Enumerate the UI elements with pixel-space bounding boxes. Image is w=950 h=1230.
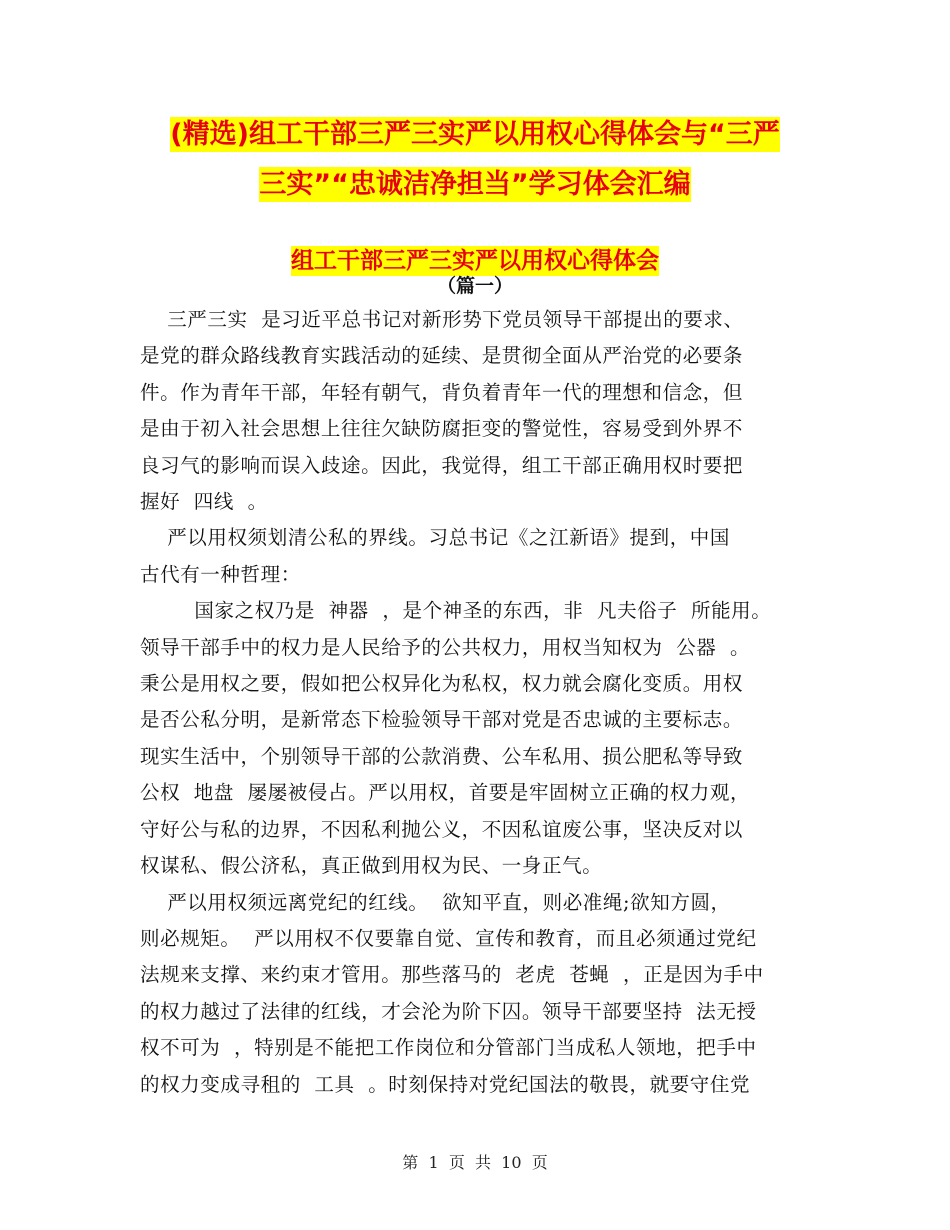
document-title-line-1: (精选)组工干部三严三实严以用权心得体会与“三严 [170, 119, 780, 150]
body-line: 是否公私分明，是新常态下检验领导干部对党是否忠诚的主要标志。 [140, 708, 744, 732]
body-line: 国家之权乃是 神器 ，是个神圣的东西，非 凡夫俗子 所能用。 [140, 599, 772, 623]
body-line: 的权力越过了法律的红线，才会沦为阶下囚。领导干部要坚持 法无授 [140, 999, 757, 1023]
body-line: 现实生活中，个别领导干部的公款消费、公车私用、损公肥私等导致 [140, 744, 744, 768]
body-line: 良习气的影响而误入歧途。因此，我觉得，组工干部正确用权时要把 [140, 453, 744, 477]
body-line: 领导干部手中的权力是人民给予的公共权力，用权当知权为 公器 。 [140, 635, 751, 659]
body-line: 是由于初入社会思想上往往欠缺防腐拒变的警觉性，容易受到外界不 [140, 417, 744, 441]
body-line: 严以用权须远离党纪的红线。 欲知平直，则必准绳;欲知方圆， [140, 890, 731, 914]
page-footer: 第 1 页 共 10 页 [402, 1153, 548, 1172]
body-line: 权谋私、假公济私，真正做到用权为民、一身正气。 [140, 854, 603, 878]
body-line: 公权 地盘 屡屡被侵占。严以用权，首要是牢固树立正确的权力观， [140, 781, 751, 805]
body-line: 法规来支撑、来约束才管用。那些落马的 老虎 苍蝇 ，正是因为手中 [140, 963, 764, 987]
body-line: 件。作为青年干部，年轻有朝气，背负着青年一代的理想和信念，但 [140, 380, 744, 404]
section-title-text: 组工干部三严三实严以用权心得体会 [291, 248, 659, 274]
body-text [140, 302, 830, 1103]
document-title [150, 110, 800, 210]
body-line: 秉公是用权之要，假如把公权异化为私权，权力就会腐化变质。用权 [140, 672, 744, 696]
document-title-line-2: 三实”“忠诚洁净担当”学习体会汇编 [259, 169, 691, 200]
body-line: 严以用权须划清公私的界线。习总书记《之江新语》提到，中国 [140, 526, 730, 550]
body-line: 是党的群众路线教育实践活动的延续、是贯彻全面从严治党的必要条 [140, 344, 744, 368]
body-line: 古代有一种哲理： [140, 562, 301, 586]
body-line: 三严三实 是习近平总书记对新形势下党员领导干部提出的要求、 [140, 308, 744, 331]
section-subtitle: （篇一） [436, 275, 513, 297]
body-line: 握好 四线 。 [140, 490, 268, 514]
body-line: 的权力变成寻租的 工具 。时刻保持对党纪国法的敬畏，就要守住党 [140, 1072, 751, 1096]
body-line: 守好公与私的边界，不因私利抛公义，不因私谊废公事，坚决反对以 [140, 817, 744, 841]
body-line: 则必规矩。 严以用权不仅要靠自觉、宣传和教育，而且必须通过党纪 [140, 926, 757, 950]
body-line: 权不可为 ，特别是不能把工作岗位和分管部门当成私人领地，把手中 [140, 1036, 757, 1060]
